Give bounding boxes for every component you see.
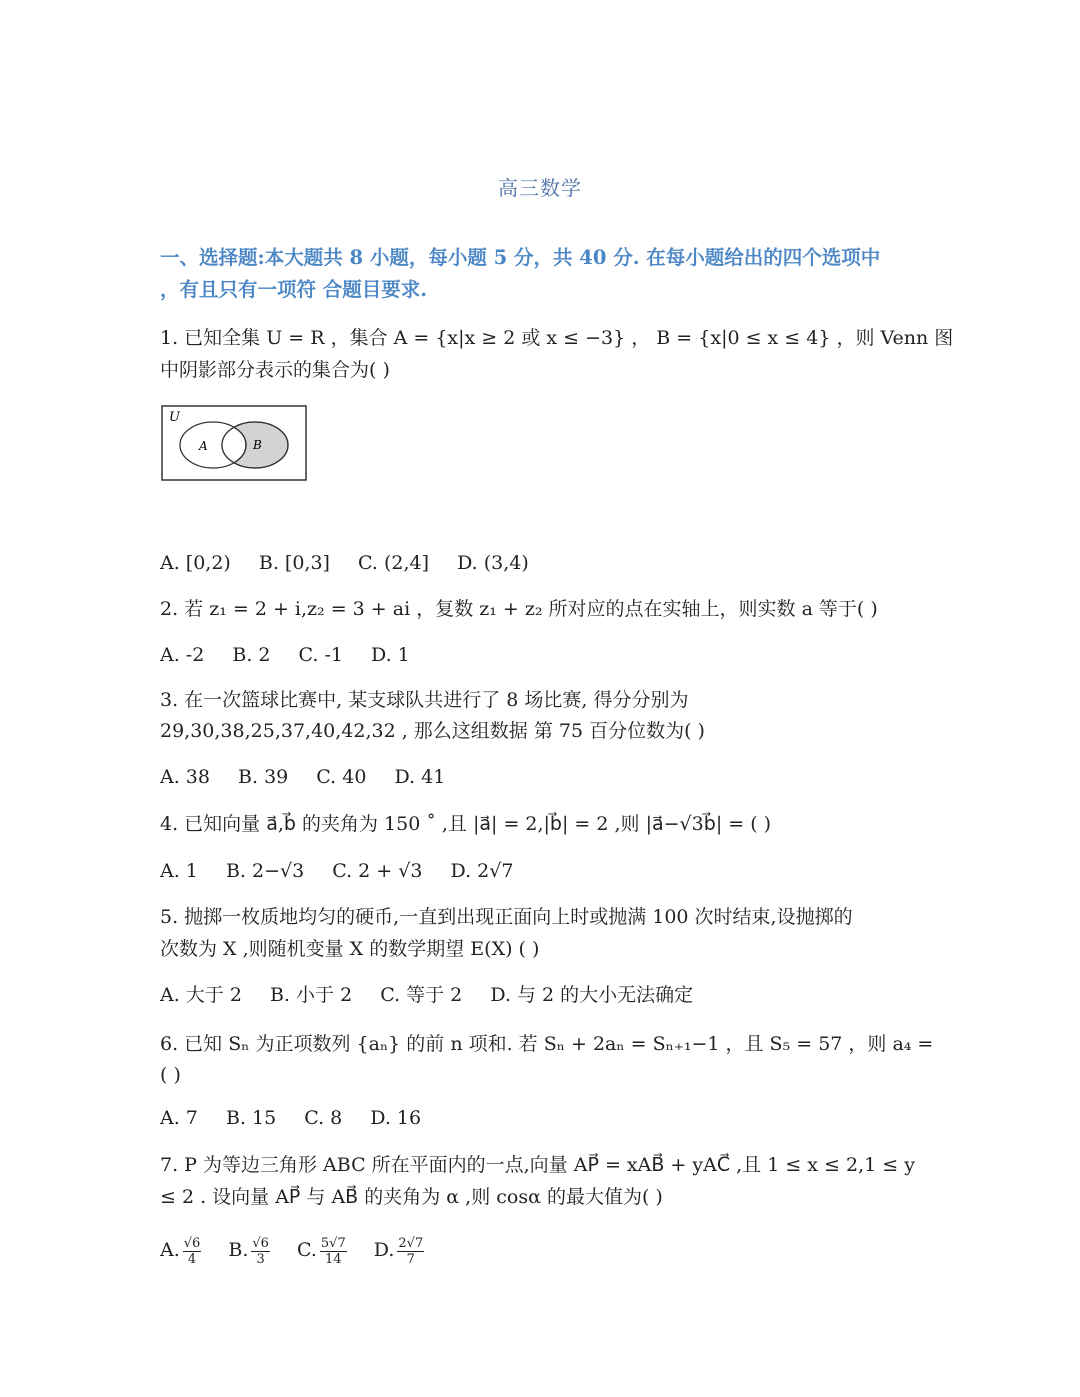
q2-stem: 2. 若 z₁ = 2 + i,z₂ = 3 + ai ，复数 z₁ + z₂ 所对应的点在实轴上，则实数 a 等于( ) (160, 598, 878, 620)
q7-option-d: D. $\frac{2√7}{7}$ (373, 1235, 424, 1267)
section-heading-line2: ，有且只有一项符 合题目要求. (160, 278, 428, 301)
q1-option-a: A. [0,2) (160, 552, 231, 574)
q6-option-c: C. 8 (304, 1107, 343, 1129)
q6-options (160, 1106, 443, 1130)
q3-options (160, 765, 467, 789)
q4-options (160, 859, 535, 883)
q7-stem-line2: ≤ 2 . 设向量 AP⃗ 与 AB⃗ 的夹角为 α ,则 cosα 的最大值为( ) (160, 1186, 663, 1208)
venn-diagram (161, 405, 309, 483)
q4-stem: 4. 已知向量 a⃗,b⃗ 的夹角为 150 ˚ ,且 |a⃗| = 2,|b⃗| = 2 ,则 |a⃗−√3b⃗| = ( ) (160, 813, 772, 835)
q7-option-b: B. $\frac{√6}{3}$ (228, 1235, 269, 1267)
q7-option-a-fraction: $\frac{√6}{4}$ (183, 1235, 201, 1267)
q2-options (160, 643, 432, 667)
q7-option-b-fraction: $\frac{√6}{3}$ (252, 1235, 269, 1267)
q1-option-b: B. [0,3] (258, 552, 330, 574)
q6-option-d: D. 16 (370, 1107, 422, 1129)
venn-b-label: B (253, 438, 262, 452)
q4-option-b: B. 2−√3 (225, 860, 305, 882)
q5-options (160, 983, 715, 1007)
q3-stem-line1: 3. 在一次篮球比赛中, 某支球队共进行了 8 场比赛, 得分分别为 (160, 689, 689, 711)
q6-option-a: A. 7 (160, 1107, 198, 1129)
venn-u-label: U (169, 410, 180, 425)
q7-option-c-fraction: $\frac{5√7}{14}$ (320, 1235, 346, 1267)
q5-option-d: D. 与 2 的大小无法确定 (490, 984, 694, 1006)
q3-stem-line2: 29,30,38,25,37,40,42,32 , 那么这组数据 第 75 百分位数为( ) (160, 720, 705, 742)
q7-stem-line1: 7. P 为等边三角形 ABC 所在平面内的一点,向量 AP⃗ = xAB⃗ + yAC⃗ ,且 1 ≤ x ≤ 2,1 ≤ y (160, 1154, 915, 1176)
q3-option-b: B. 39 (238, 766, 289, 788)
q2-option-b: B. 2 (232, 644, 271, 666)
q6-option-b: B. 15 (225, 1107, 277, 1129)
q7-option-c: C. $\frac{5√7}{14}$ (297, 1235, 346, 1267)
q3-option-d: D. 41 (394, 766, 446, 788)
q5-option-b: B. 小于 2 (269, 984, 353, 1006)
q2-option-d: D. 1 (371, 644, 410, 666)
q1-stem-line2: 中阴影部分表示的集合为( ) (160, 359, 390, 381)
q4-option-a: A. 1 (160, 860, 198, 882)
section-heading-line1: 一、选择题:本大题共 8 小题，每小题 5 分，共 40 分. 在每小题给出的四个选项中 (160, 246, 881, 269)
q1-option-d: D. (3,4) (457, 552, 529, 574)
q3-option-a: A. 38 (160, 766, 210, 788)
venn-a-label: A (199, 439, 208, 453)
q7-option-a: A. $\frac{√6}{4}$ (160, 1235, 201, 1267)
q4-option-c: C. 2 + √3 (332, 860, 423, 882)
q7-options (160, 1230, 427, 1270)
q4-option-d: D. 2√7 (450, 860, 514, 882)
page-title: 高三数学 (498, 176, 582, 200)
q5-option-a: A. 大于 2 (160, 984, 242, 1006)
q3-option-c: C. 40 (316, 766, 367, 788)
q1-option-c: C. (2,4] (358, 552, 430, 574)
q1-options (160, 551, 551, 575)
q5-option-c: C. 等于 2 (380, 984, 463, 1006)
q5-stem-line1: 5. 抛掷一枚质地均匀的硬币,一直到出现正面向上时或抛满 100 次时结束,设抛掷的 (160, 906, 853, 928)
q7-option-d-fraction: $\frac{2√7}{7}$ (398, 1235, 424, 1267)
q6-stem-line1: 6. 已知 Sₙ 为正项数列 {aₙ} 的前 n 项和. 若 Sₙ + 2aₙ = Sₙ₊₁−1 ，且 S₅ = 57 ，则 a₄ = (160, 1033, 934, 1055)
q2-option-a: A. -2 (160, 644, 205, 666)
q2-option-c: C. -1 (298, 644, 343, 666)
q6-stem-line2: ( ) (160, 1064, 181, 1086)
q1-stem-line1: 1. 已知全集 U = R ，集合 A = {x|x ≥ 2 或 x ≤ −3} ， B = {x|0 ≤ x ≤ 4} ，则 Venn 图 (160, 327, 954, 349)
q5-stem-line2: 次数为 X ,则随机变量 X 的数学期望 E(X) ( ) (160, 938, 540, 960)
